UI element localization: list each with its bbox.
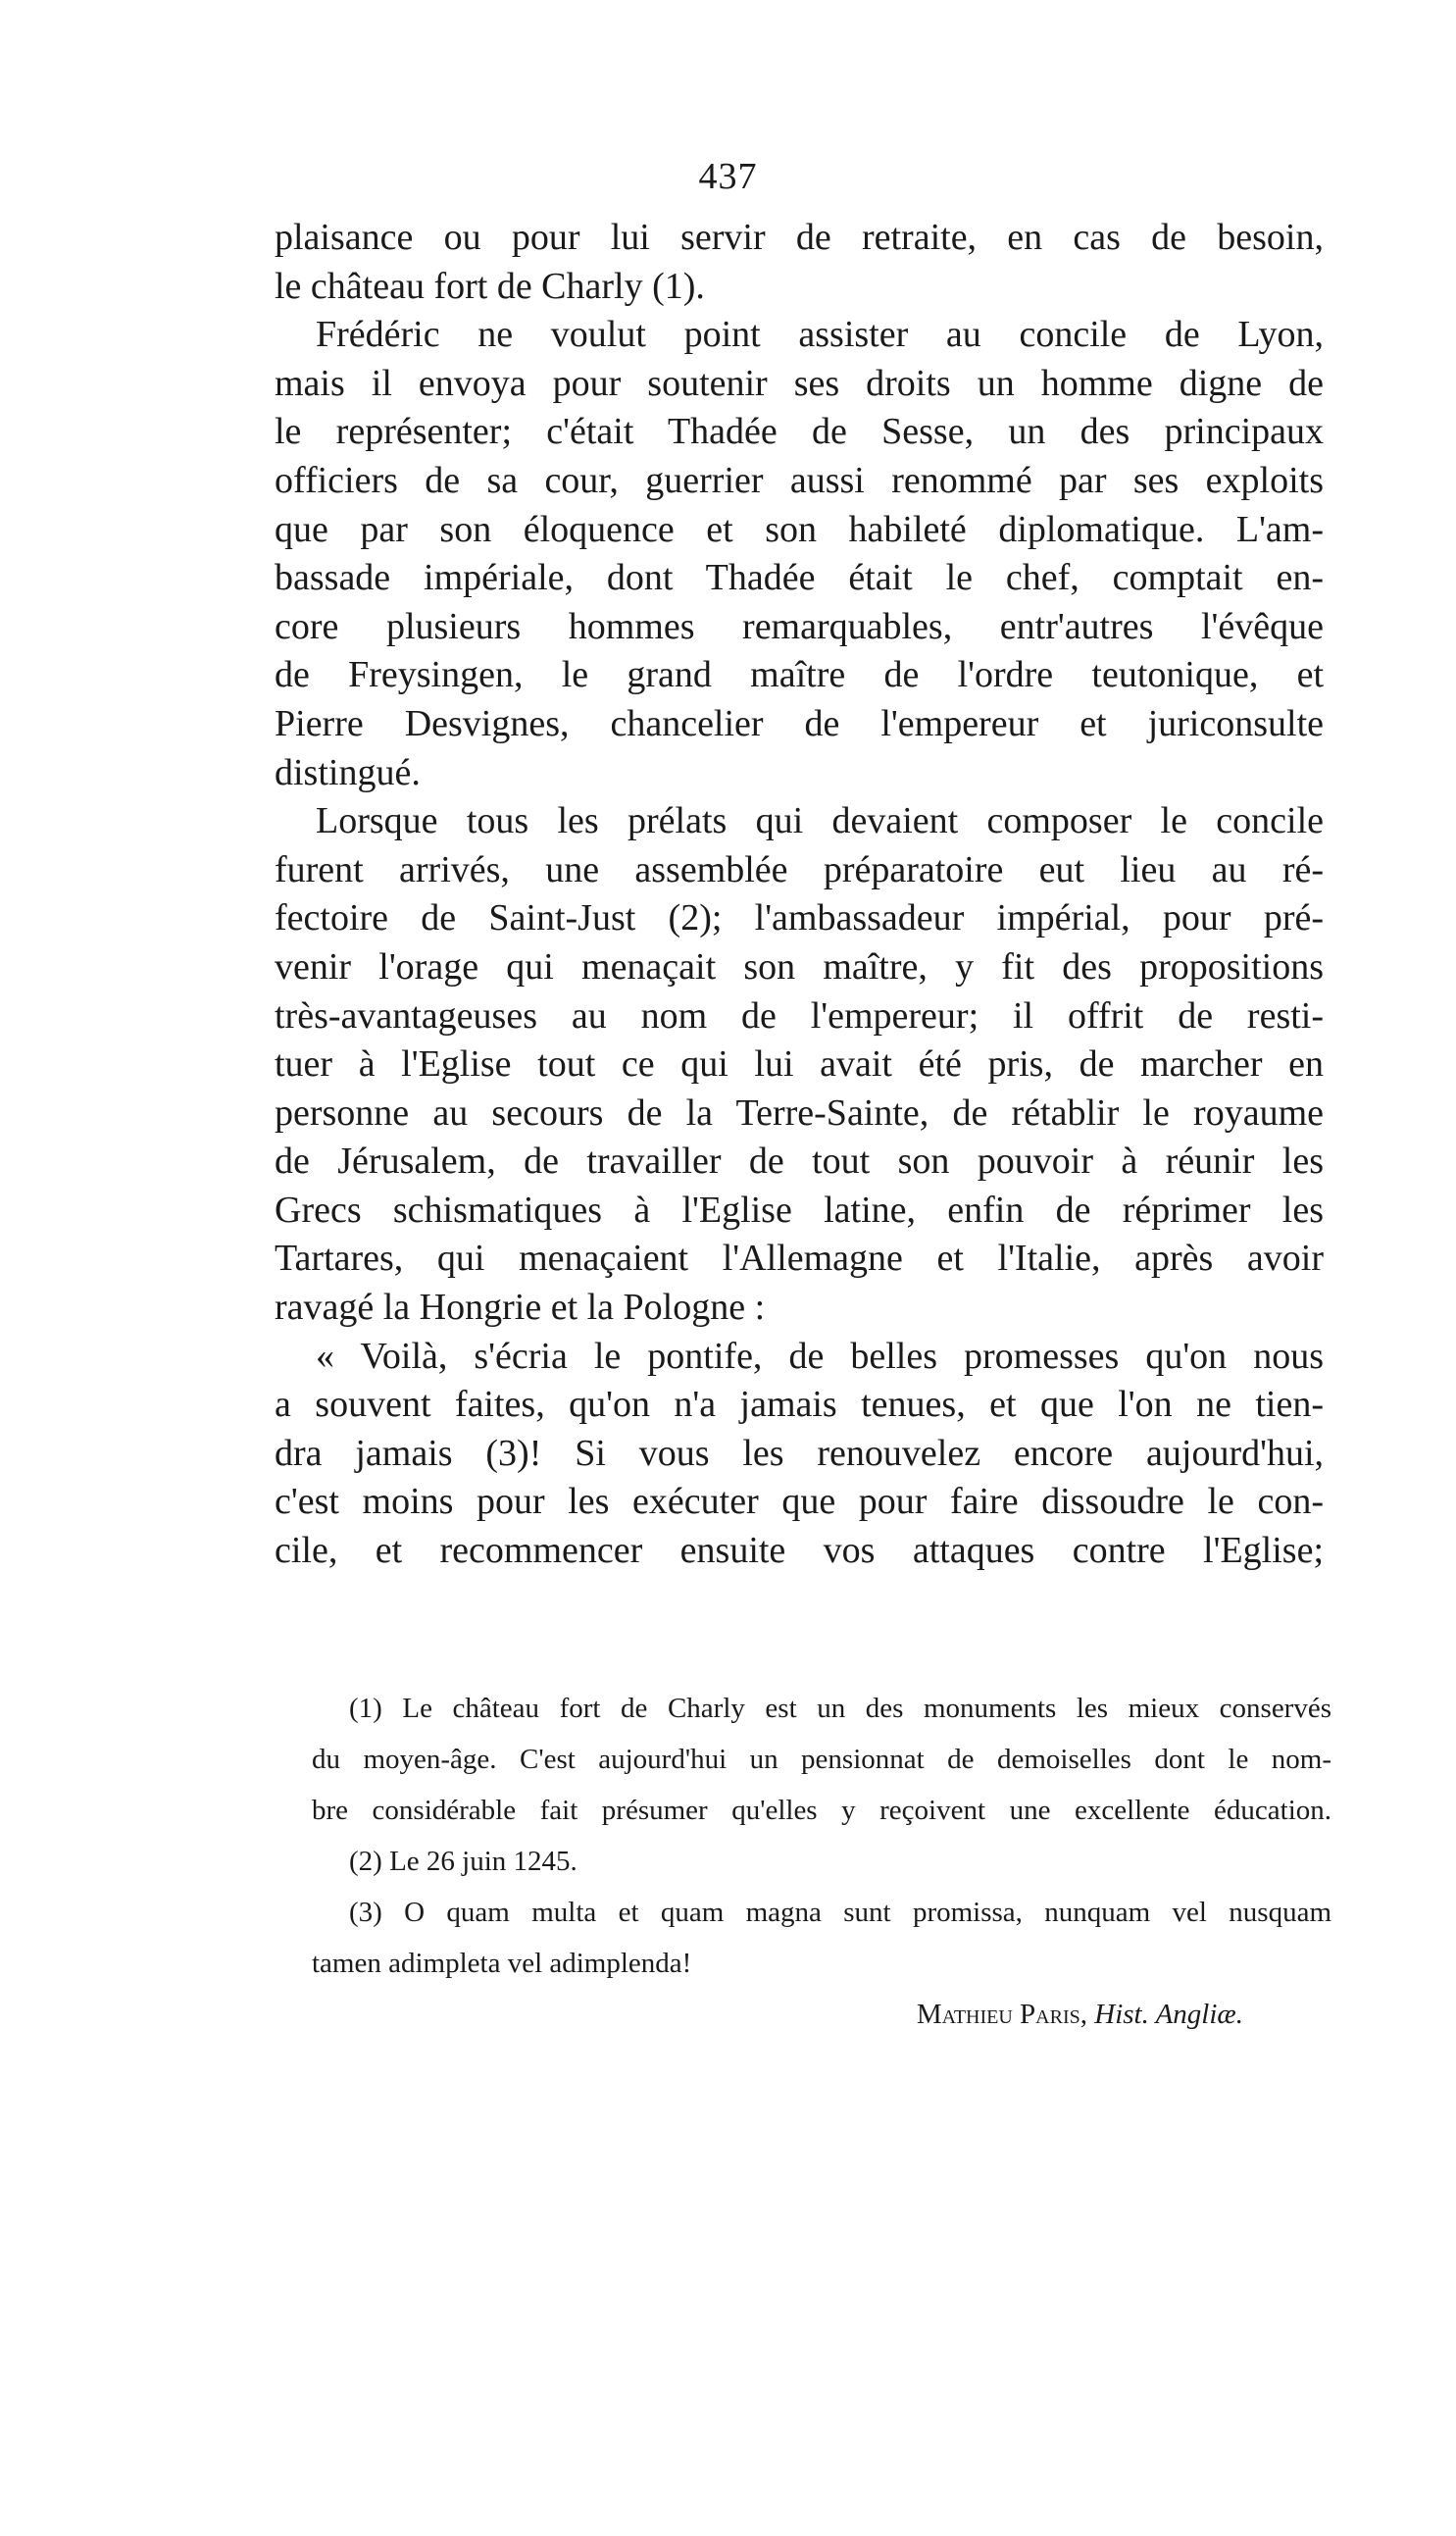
text-line: fectoire de Saint-Just (2); l'ambassadeur impérial, pour pré- (275, 897, 1324, 939)
text-line: Pierre Desvignes, chancelier de l'empereur et juriconsulte (275, 702, 1324, 744)
text-line: dra jamais (3)! Si vous les renouvelez encore aujourd'hui, (275, 1432, 1324, 1474)
text-line: très-avantageuses au nom de l'empereur; il offrit de resti- (275, 994, 1324, 1037)
text-line: tuer à l'Eglise tout ce qui lui avait été pris, de marcher en (275, 1043, 1324, 1086)
text-line: cile, et recommencer ensuite vos attaques contre l'Eglise; (275, 1530, 1324, 1572)
text-line: Tartares, qui menaçaient l'Allemagne et l'Italie, après avoir (275, 1238, 1324, 1280)
footnote-2: (2) Le 26 juin 1245. (349, 1846, 577, 1877)
footnote-1-line: bre considérable fait présumer qu'elles y reçoivent une excellente éducation. (312, 1795, 1331, 1826)
text-line: le représenter; c'était Thadée de Sesse, un des principaux (275, 411, 1324, 453)
text-line: Lorsque tous les prélats qui devaient composer le concile (316, 800, 1324, 842)
attribution-work: Hist. Angliæ. (1094, 1999, 1243, 2030)
footnote-1-line: (1) Le château fort de Charly est un des monuments les mieux conservés (349, 1693, 1331, 1724)
text-line: de Freysingen, le grand maître de l'ordre teutonique, et (275, 654, 1324, 696)
attribution-author: Mathieu Paris, (916, 1999, 1087, 2030)
text-line: officiers de sa cour, guerrier aussi renommé par ses exploits (275, 459, 1324, 501)
footnote-3-line: (3) O quam multa et quam magna sunt promissa, nunquam vel nusquam (349, 1897, 1331, 1928)
text-line: le château fort de Charly (1). (275, 265, 705, 307)
text-line: personne au secours de la Terre-Sainte, de rétablir le royaume (275, 1091, 1324, 1134)
text-line: c'est moins pour les exécuter que pour faire dissoudre le con- (275, 1481, 1324, 1523)
text-line: plaisance ou pour lui servir de retraite, en cas de besoin, (275, 217, 1324, 258)
text-line: de Jérusalem, de travailler de tout son pouvoir à réunir les (275, 1141, 1324, 1183)
text-line: furent arrivés, une assemblée préparatoire eut lieu au ré- (275, 848, 1324, 890)
text-line: Frédéric ne voulut point assister au concile de Lyon, (316, 314, 1324, 356)
text-line: que par son éloquence et son habileté diplomatique. L'am- (275, 508, 1324, 550)
text-line: mais il envoya pour soutenir ses droits un homme digne de (275, 362, 1324, 404)
text-line: a souvent faites, qu'on n'a jamais tenues, et que l'on ne tien- (275, 1384, 1324, 1426)
footnotes (312, 1683, 1331, 2040)
text-line: « Voilà, s'écria le pontife, de belles promesses qu'on nous (316, 1335, 1324, 1377)
text-line: core plusieurs hommes remarquables, entr'autres l'évêque (275, 605, 1324, 647)
footnote-1-line: du moyen-âge. C'est aujourd'hui un pensionnat de demoiselles dont le nom- (312, 1744, 1331, 1775)
footnote-3-line: tamen adimpleta vel adimplenda! (312, 1948, 692, 1979)
page-number: 437 (698, 156, 758, 197)
text-line: venir l'orage qui menaçait son maître, y fit des propositions (275, 945, 1324, 988)
text-line: Grecs schismatiques à l'Eglise latine, enfin de réprimer les (275, 1189, 1324, 1231)
text-line: bassade impériale, dont Thadée était le chef, comptait en- (275, 557, 1324, 599)
footnote-attribution (312, 1989, 1331, 2040)
text-line: distingué. (275, 751, 421, 793)
body-text (275, 214, 1324, 1576)
text-line: ravagé la Hongrie et la Pologne : (275, 1287, 766, 1329)
